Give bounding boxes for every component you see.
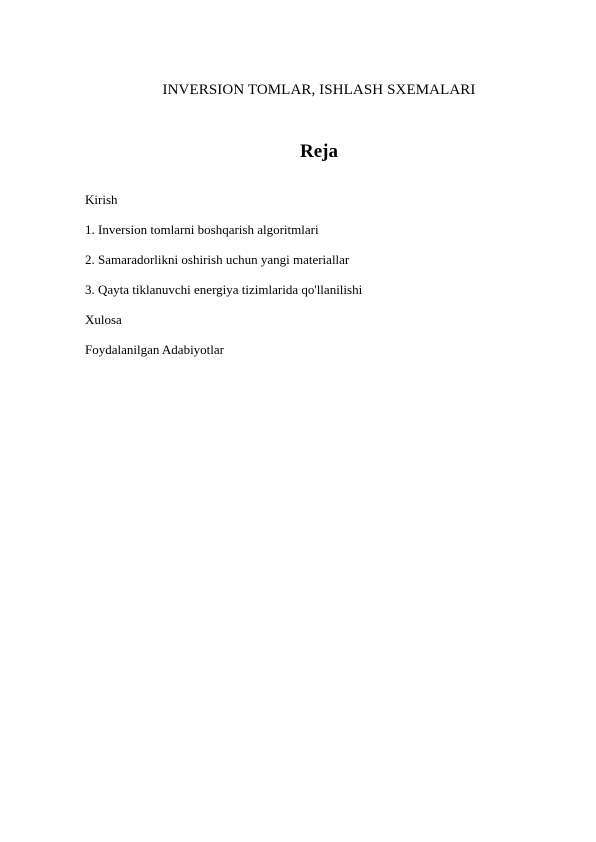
toc-item-section-2: 2. Samaradorlikni oshirish uchun yangi materiallar [85,252,350,267]
plan-heading: Reja [300,141,338,162]
toc-item-introduction: Kirish [85,192,118,207]
table-of-contents [85,190,362,370]
toc-item-section-3: 3. Qayta tiklanuvchi energiya tizimlarida qo'llanilishi [85,282,363,297]
toc-item-conclusion: Xulosa [85,312,122,327]
toc-item-references: Foydalanilgan Adabiyotlar [85,342,225,357]
toc-item-section-1: 1. Inversion tomlarni boshqarish algoritmlari [85,222,319,237]
document-title: INVERSION TOMLAR, ISHLASH SXEMALARI [162,82,476,98]
